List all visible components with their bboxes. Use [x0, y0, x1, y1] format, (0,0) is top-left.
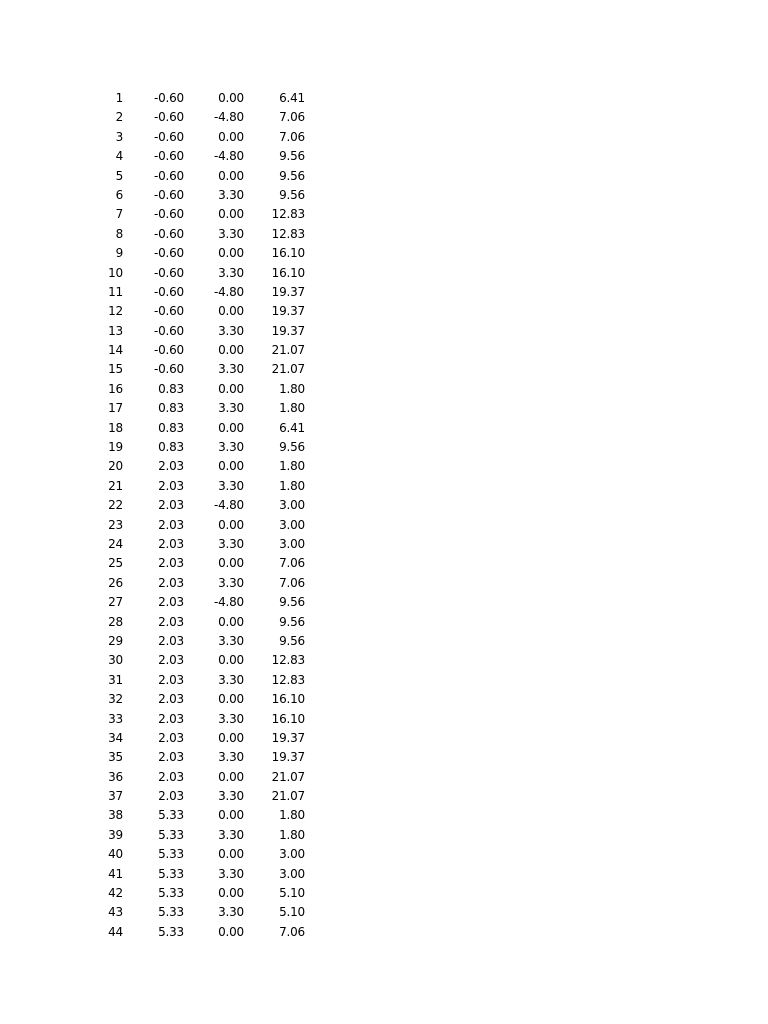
column-2-cell: 3.30 — [218, 187, 244, 202]
column-2-cell: 3.30 — [218, 536, 244, 551]
row-number-cell: 10 — [108, 265, 123, 280]
column-3-cell: 6.41 — [279, 420, 305, 435]
table-row — [96, 826, 305, 845]
column-3-cell: 9.56 — [279, 149, 305, 164]
column-3-cell: 16.10 — [271, 711, 305, 726]
column-1-cell: 2.03 — [158, 672, 184, 687]
column-1-cell: -0.60 — [153, 110, 184, 125]
column-3-cell: 7.06 — [279, 924, 305, 939]
row-number-cell: 40 — [108, 847, 123, 862]
table-row — [96, 690, 305, 709]
table-row — [96, 302, 305, 321]
table-row — [96, 651, 305, 670]
column-1-cell: -0.60 — [153, 343, 184, 358]
column-1-cell: 5.33 — [158, 808, 184, 823]
table-row — [96, 574, 305, 593]
row-number-cell: 20 — [108, 459, 123, 474]
row-number-cell: 23 — [108, 517, 123, 532]
column-2-cell: 3.30 — [218, 478, 244, 493]
column-2-cell: 0.00 — [218, 614, 244, 629]
column-1-cell: 2.03 — [158, 789, 184, 804]
row-number-cell: 7 — [115, 207, 123, 222]
column-3-cell: 5.10 — [279, 905, 305, 920]
column-2-cell: 0.00 — [218, 847, 244, 862]
column-3-cell: 7.06 — [279, 129, 305, 144]
table-row — [96, 845, 305, 864]
column-3-cell: 3.00 — [279, 866, 305, 881]
column-2-cell: 3.30 — [218, 265, 244, 280]
column-1-cell: -0.60 — [153, 149, 184, 164]
column-1-cell: -0.60 — [153, 246, 184, 261]
table-row — [96, 147, 305, 166]
table-row — [96, 419, 305, 438]
table-row — [96, 923, 305, 942]
column-1-cell: 2.03 — [158, 536, 184, 551]
column-3-cell: 16.10 — [271, 692, 305, 707]
column-3-cell: 3.00 — [279, 847, 305, 862]
row-number-cell: 1 — [115, 91, 123, 105]
column-3-cell: 9.56 — [279, 187, 305, 202]
column-2-cell: 0.00 — [218, 653, 244, 668]
row-number-cell: 5 — [115, 168, 123, 183]
column-3-cell: 21.07 — [271, 343, 305, 358]
column-2-cell: 0.00 — [218, 246, 244, 261]
column-3-cell: 3.00 — [279, 536, 305, 551]
column-3-cell: 7.06 — [279, 110, 305, 125]
column-2-cell: -4.80 — [213, 498, 244, 513]
column-2-cell: 0.00 — [218, 381, 244, 396]
row-number-cell: 11 — [108, 284, 123, 299]
column-3-cell: 9.56 — [279, 440, 305, 455]
column-3-cell: 21.07 — [271, 789, 305, 804]
column-1-cell: 2.03 — [158, 633, 184, 648]
column-2-cell: 0.00 — [218, 924, 244, 939]
column-1-cell: 5.33 — [158, 924, 184, 939]
table-row — [96, 613, 305, 632]
row-number-cell: 31 — [108, 672, 123, 687]
column-1-cell: 0.83 — [158, 401, 184, 416]
column-1-cell: 0.83 — [158, 420, 184, 435]
column-1-cell: -0.60 — [153, 323, 184, 338]
column-1-cell: -0.60 — [153, 226, 184, 241]
column-1-cell: 2.03 — [158, 556, 184, 571]
column-3-cell: 7.06 — [279, 556, 305, 571]
column-2-cell: 0.00 — [218, 343, 244, 358]
column-2-cell: 3.30 — [218, 711, 244, 726]
column-1-cell: 2.03 — [158, 459, 184, 474]
table-row — [96, 167, 305, 186]
row-number-cell: 17 — [108, 401, 123, 416]
column-2-cell: 3.30 — [218, 827, 244, 842]
column-3-cell: 12.83 — [271, 226, 305, 241]
table-row — [96, 457, 305, 476]
column-2-cell: 0.00 — [218, 692, 244, 707]
column-2-cell: 3.30 — [218, 750, 244, 765]
table-row — [96, 380, 305, 399]
column-1-cell: 5.33 — [158, 886, 184, 901]
table-row — [96, 108, 305, 127]
row-number-cell: 36 — [108, 769, 123, 784]
column-1-cell: -0.60 — [153, 284, 184, 299]
row-number-cell: 44 — [108, 924, 123, 939]
column-3-cell: 1.80 — [279, 827, 305, 842]
column-3-cell: 6.41 — [279, 91, 305, 105]
table-row — [96, 516, 305, 535]
row-number-cell: 21 — [108, 478, 123, 493]
row-number-cell: 35 — [108, 750, 123, 765]
column-2-cell: 3.30 — [218, 575, 244, 590]
table-row — [96, 554, 305, 573]
column-2-cell: 0.00 — [218, 420, 244, 435]
column-1-cell: 2.03 — [158, 750, 184, 765]
column-1-cell: 5.33 — [158, 905, 184, 920]
table-row — [96, 632, 305, 651]
row-number-cell: 16 — [108, 381, 123, 396]
table-row — [96, 322, 305, 341]
column-1-cell: 2.03 — [158, 730, 184, 745]
column-2-cell: 0.00 — [218, 459, 244, 474]
column-2-cell: 3.30 — [218, 362, 244, 377]
row-number-cell: 33 — [108, 711, 123, 726]
column-1-cell: -0.60 — [153, 265, 184, 280]
row-number-cell: 39 — [108, 827, 123, 842]
column-1-cell: 5.33 — [158, 827, 184, 842]
row-number-cell: 41 — [108, 866, 123, 881]
column-3-cell: 9.56 — [279, 595, 305, 610]
row-number-cell: 28 — [108, 614, 123, 629]
table-row — [96, 399, 305, 418]
column-3-cell: 16.10 — [271, 246, 305, 261]
table-row — [96, 360, 305, 379]
column-1-cell: -0.60 — [153, 168, 184, 183]
table-row — [96, 496, 305, 515]
column-2-cell: -4.80 — [213, 595, 244, 610]
row-number-cell: 42 — [108, 886, 123, 901]
row-number-cell: 34 — [108, 730, 123, 745]
column-2-cell: 0.00 — [218, 207, 244, 222]
column-3-cell: 9.56 — [279, 633, 305, 648]
column-1-cell: 2.03 — [158, 575, 184, 590]
table-row — [96, 477, 305, 496]
column-3-cell: 19.37 — [271, 730, 305, 745]
column-1-cell: 2.03 — [158, 769, 184, 784]
column-2-cell: 3.30 — [218, 633, 244, 648]
column-2-cell: 0.00 — [218, 168, 244, 183]
column-3-cell: 7.06 — [279, 575, 305, 590]
row-number-cell: 13 — [108, 323, 123, 338]
table-row — [96, 903, 305, 922]
table-row — [96, 748, 305, 767]
column-3-cell: 9.56 — [279, 168, 305, 183]
column-2-cell: 3.30 — [218, 905, 244, 920]
column-3-cell: 19.37 — [271, 284, 305, 299]
column-3-cell: 19.37 — [271, 304, 305, 319]
table-row — [96, 89, 305, 108]
column-2-cell: -4.80 — [213, 284, 244, 299]
row-number-cell: 37 — [108, 789, 123, 804]
table-row — [96, 593, 305, 612]
row-number-cell: 22 — [108, 498, 123, 513]
column-2-cell: 3.30 — [218, 672, 244, 687]
column-2-cell: 3.30 — [218, 323, 244, 338]
table-row — [96, 244, 305, 263]
column-3-cell: 16.10 — [271, 265, 305, 280]
row-number-cell: 18 — [108, 420, 123, 435]
column-2-cell: -4.80 — [213, 149, 244, 164]
table-row — [96, 865, 305, 884]
row-number-cell: 4 — [115, 149, 123, 164]
row-number-cell: 27 — [108, 595, 123, 610]
row-number-cell: 14 — [108, 343, 123, 358]
row-number-cell: 43 — [108, 905, 123, 920]
column-3-cell: 21.07 — [271, 769, 305, 784]
table-row — [96, 186, 305, 205]
column-2-cell: 3.30 — [218, 226, 244, 241]
table-row — [96, 671, 305, 690]
column-1-cell: -0.60 — [153, 207, 184, 222]
table-row — [96, 535, 305, 554]
row-number-cell: 30 — [108, 653, 123, 668]
column-2-cell: 0.00 — [218, 129, 244, 144]
column-3-cell: 12.83 — [271, 207, 305, 222]
column-3-cell: 19.37 — [271, 750, 305, 765]
column-3-cell: 5.10 — [279, 886, 305, 901]
column-1-cell: 2.03 — [158, 478, 184, 493]
row-number-cell: 8 — [115, 226, 123, 241]
column-2-cell: -4.80 — [213, 110, 244, 125]
row-number-cell: 19 — [108, 440, 123, 455]
column-1-cell: 2.03 — [158, 595, 184, 610]
column-2-cell: 3.30 — [218, 401, 244, 416]
table-row — [96, 128, 305, 147]
table-row — [96, 806, 305, 825]
column-2-cell: 3.30 — [218, 866, 244, 881]
column-1-cell: -0.60 — [153, 91, 184, 105]
column-1-cell: 2.03 — [158, 614, 184, 629]
row-number-cell: 9 — [115, 246, 123, 261]
column-2-cell: 0.00 — [218, 886, 244, 901]
row-number-cell: 6 — [115, 187, 123, 202]
row-number-cell: 38 — [108, 808, 123, 823]
row-number-cell: 26 — [108, 575, 123, 590]
table-row — [96, 729, 305, 748]
table-row — [96, 225, 305, 244]
column-3-cell: 1.80 — [279, 401, 305, 416]
column-3-cell: 3.00 — [279, 498, 305, 513]
column-2-cell: 0.00 — [218, 517, 244, 532]
table-row — [96, 768, 305, 787]
column-1-cell: 0.83 — [158, 381, 184, 396]
column-3-cell: 12.83 — [271, 672, 305, 687]
column-2-cell: 0.00 — [218, 769, 244, 784]
column-1-cell: -0.60 — [153, 187, 184, 202]
table-row — [96, 341, 305, 360]
column-3-cell: 1.80 — [279, 478, 305, 493]
table-row — [96, 205, 305, 224]
column-3-cell: 1.80 — [279, 381, 305, 396]
column-2-cell: 0.00 — [218, 730, 244, 745]
column-1-cell: 5.33 — [158, 866, 184, 881]
table-row — [96, 264, 305, 283]
column-1-cell: 5.33 — [158, 847, 184, 862]
column-2-cell: 3.30 — [218, 789, 244, 804]
column-3-cell: 9.56 — [279, 614, 305, 629]
column-1-cell: -0.60 — [153, 129, 184, 144]
table-row — [96, 884, 305, 903]
row-number-cell: 2 — [115, 110, 123, 125]
column-1-cell: 2.03 — [158, 692, 184, 707]
table-row — [96, 438, 305, 457]
column-1-cell: 2.03 — [158, 517, 184, 532]
column-2-cell: 0.00 — [218, 556, 244, 571]
column-1-cell: 2.03 — [158, 653, 184, 668]
column-3-cell: 1.80 — [279, 459, 305, 474]
column-2-cell: 3.30 — [218, 440, 244, 455]
row-number-cell: 25 — [108, 556, 123, 571]
row-number-cell: 15 — [108, 362, 123, 377]
column-1-cell: 2.03 — [158, 498, 184, 513]
column-3-cell: 21.07 — [271, 362, 305, 377]
column-1-cell: -0.60 — [153, 304, 184, 319]
column-3-cell: 3.00 — [279, 517, 305, 532]
table-row — [96, 283, 305, 302]
table-row — [96, 710, 305, 729]
column-3-cell: 1.80 — [279, 808, 305, 823]
column-1-cell: 2.03 — [158, 711, 184, 726]
row-number-cell: 12 — [108, 304, 123, 319]
column-2-cell: 0.00 — [218, 91, 244, 105]
row-number-cell: 29 — [108, 633, 123, 648]
column-3-cell: 12.83 — [271, 653, 305, 668]
row-number-cell: 24 — [108, 536, 123, 551]
table-row — [96, 787, 305, 806]
column-2-cell: 0.00 — [218, 808, 244, 823]
column-1-cell: -0.60 — [153, 362, 184, 377]
row-number-cell: 32 — [108, 692, 123, 707]
data-table — [96, 89, 305, 942]
column-3-cell: 19.37 — [271, 323, 305, 338]
row-number-cell: 3 — [115, 129, 123, 144]
column-1-cell: 0.83 — [158, 440, 184, 455]
column-2-cell: 0.00 — [218, 304, 244, 319]
